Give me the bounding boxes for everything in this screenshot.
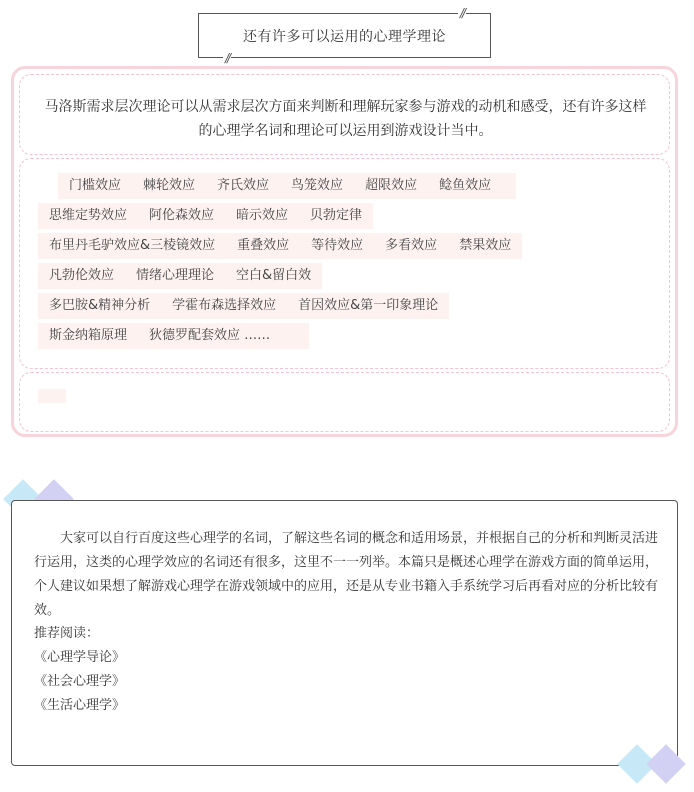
theory-tag: 超限效应	[354, 173, 428, 199]
theory-tag: 齐氏效应	[206, 173, 280, 199]
section-title-box	[198, 6, 491, 65]
intro-text: 马洛斯需求层次理论可以从需求层次方面来判断和理解玩家参与游戏的动机和感受，还有许多这样的心理学名词和理论可以运用到游戏设计当中。	[44, 99, 647, 139]
tag-list	[38, 171, 522, 351]
intro-panel	[19, 74, 670, 155]
book-title: 《心理学导论》	[34, 650, 126, 665]
theory-tag: 贝勃定律	[299, 203, 373, 229]
theory-tag: 狄德罗配套效应 ……	[138, 323, 281, 349]
empty-panel	[19, 372, 670, 432]
theory-tag: 门槛效应	[58, 173, 132, 199]
theory-tag: 鲶鱼效应	[428, 173, 502, 199]
theory-tag: 首因效应&第一印象理论	[287, 293, 449, 319]
tag-row	[38, 321, 522, 351]
theory-tag: 凡勃伦效应	[38, 263, 125, 289]
theory-tag: 布里丹毛驴效应&三棱镜效应	[38, 233, 226, 259]
recommend-label: 推荐阅读：	[34, 626, 100, 641]
theory-tags-panel	[19, 158, 670, 369]
tag-row	[38, 201, 522, 231]
theory-tag: 空白&留白效	[225, 263, 322, 289]
theory-tag: 多巴胺&精神分析	[38, 293, 161, 319]
tag-highlight	[502, 173, 516, 199]
recommended-reading	[34, 622, 125, 718]
title-decoration-slash-left: //	[225, 51, 230, 65]
tag-row	[38, 231, 522, 261]
book-title: 《社会心理学》	[34, 674, 126, 689]
tag-row	[38, 261, 522, 291]
theory-tag: 情绪心理理论	[125, 263, 225, 289]
theory-tag: 思维定势效应	[38, 203, 138, 229]
theory-card	[11, 66, 678, 437]
theory-tag: 鸟笼效应	[280, 173, 354, 199]
theory-tag: 多看效应	[374, 233, 448, 259]
tag-row	[38, 171, 522, 201]
theory-tag: 暗示效应	[225, 203, 299, 229]
section-title: 还有许多可以运用的心理学理论	[243, 28, 446, 45]
theory-tag: 学霍布森选择效应	[161, 293, 287, 319]
title-decoration-slash-right: //	[459, 6, 464, 20]
tag-highlight	[38, 389, 66, 403]
tag-row	[38, 291, 522, 321]
theory-tag: 阿伦森效应	[138, 203, 225, 229]
theory-tag: 棘轮效应	[132, 173, 206, 199]
tag-highlight	[281, 323, 309, 349]
theory-tag: 禁果效应	[448, 233, 522, 259]
theory-tag: 重叠效应	[226, 233, 300, 259]
note-card	[11, 500, 678, 766]
book-title: 《生活心理学》	[34, 698, 126, 713]
theory-tag: 斯金纳箱原理	[38, 323, 138, 349]
theory-tag: 等待效应	[300, 233, 374, 259]
note-paragraph: 大家可以自行百度这些心理学的名词，了解这些名词的概念和适用场景，并根据自己的分析和判断灵活进行运用，这类的心理学效应的名词还有很多，这里不一一列举。本篇只是概述心理学在游戏方面的简单运用，个人建议如果想了解游戏心理学在游戏领域中的应用，还是从专业书籍入手系统学习后再看对应的分析比较有效。	[34, 531, 659, 618]
